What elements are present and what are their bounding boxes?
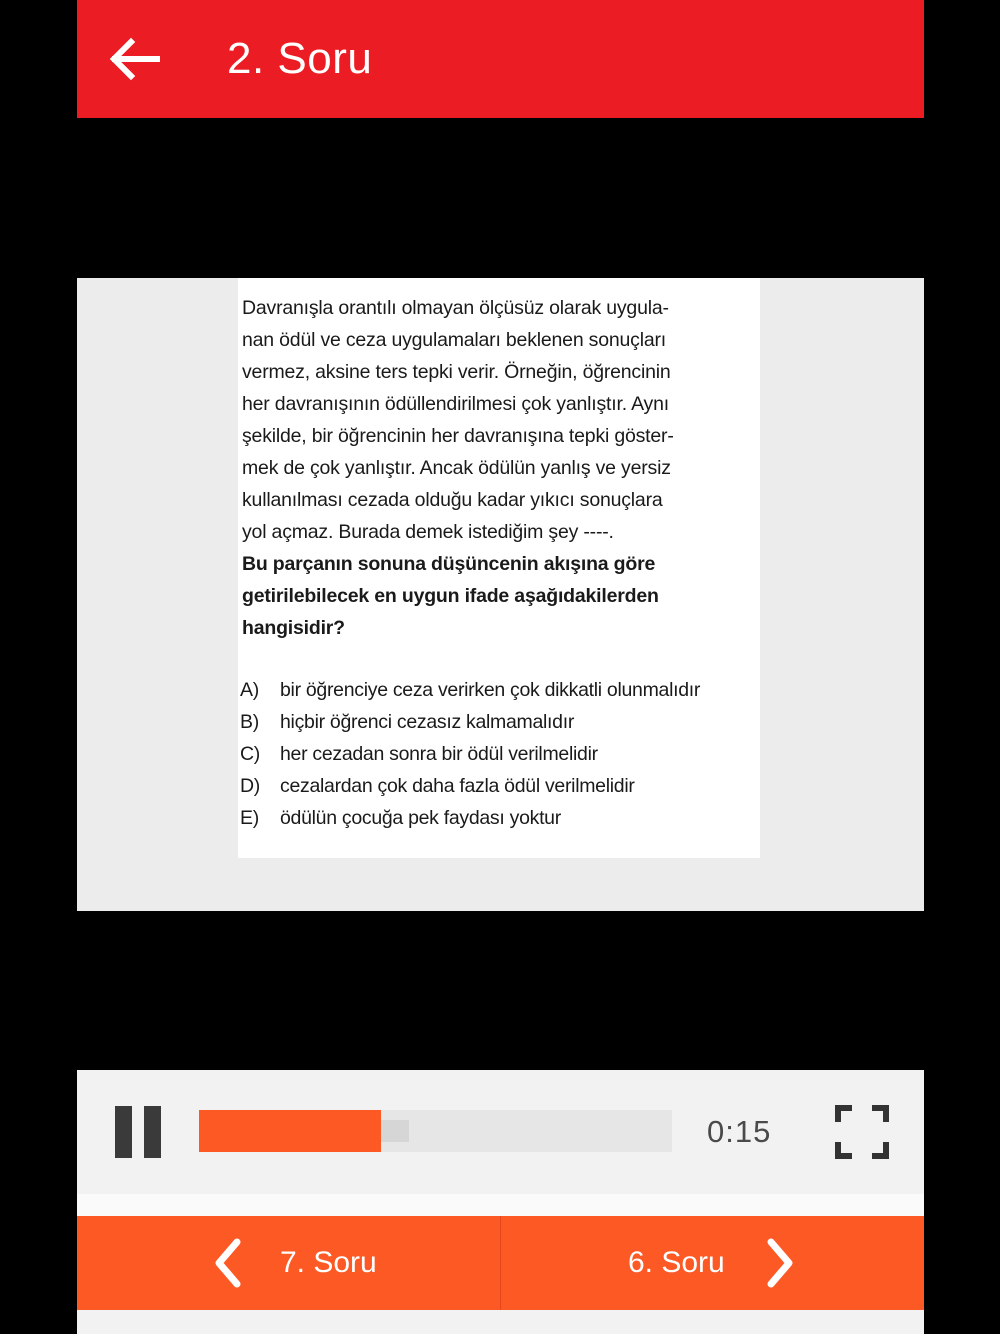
passage-line: Davranışla orantılı olmayan ölçüsüz olarak uygula-: [242, 297, 669, 319]
option-letter: B): [240, 711, 259, 733]
option-letter: E): [240, 807, 259, 829]
answer-option-d: [240, 770, 755, 802]
answer-options: [240, 674, 755, 834]
app-screen: [77, 0, 924, 1334]
option-letter: A): [240, 679, 259, 701]
question-prompt-line: Bu parçanın sonuna düşüncenin akışına göre: [242, 553, 656, 575]
divider: [77, 1194, 924, 1216]
progress-bar[interactable]: [199, 1110, 672, 1152]
passage-line: mek de çok yanlıştır. Ancak ödülün yanlış ve yersiz: [242, 457, 671, 479]
elapsed-time: 0:15: [707, 1114, 772, 1149]
question-navigation: [77, 1216, 924, 1310]
question-prompt-line: hangisidir?: [242, 617, 345, 639]
chevron-right-icon: [763, 1238, 797, 1288]
question-image-viewer: [77, 278, 924, 911]
chevron-left-icon: [211, 1238, 245, 1288]
question-prompt-line: getirilebilecek en uygun ifade aşağıdakilerden: [242, 585, 659, 607]
fullscreen-button[interactable]: [835, 1105, 889, 1159]
back-button[interactable]: [107, 34, 161, 84]
answer-option-e: [240, 802, 755, 834]
passage-line: vermez, aksine ters tepki verir. Örneğin, öğrencinin: [242, 361, 671, 383]
option-text: ödülün çocuğa pek faydası yoktur: [280, 807, 561, 829]
prev-question-label: 7. Soru: [280, 1246, 377, 1279]
next-question-label: 6. Soru: [628, 1246, 725, 1279]
question-paper: [238, 278, 760, 858]
passage-line: yol açmaz. Burada demek istediğim şey ----.: [242, 521, 614, 543]
prev-question-button[interactable]: [77, 1216, 500, 1310]
answer-option-c: [240, 738, 755, 770]
top-app-bar: [77, 0, 924, 118]
passage-line: şekilde, bir öğrencinin her davranışına tepki göster-: [242, 425, 674, 447]
option-text: bir öğrenciye ceza verirken çok dikkatli olunmalıdır: [280, 679, 701, 701]
passage-line: nan ödül ve ceza uygulamaları beklenen sonuçları: [242, 329, 667, 351]
bottom-strip: [77, 1310, 924, 1334]
fullscreen-icon: [835, 1105, 889, 1159]
option-text: cezalardan çok daha fazla ödül verilmelidir: [280, 775, 635, 797]
arrow-left-icon: [107, 34, 161, 84]
question-passage: [242, 292, 752, 644]
media-controls: [77, 1070, 924, 1194]
passage-line: kullanılması cezada olduğu kadar yıkıcı sonuçlara: [242, 489, 663, 511]
progress-played: [199, 1110, 381, 1152]
page-title: 2. Soru: [227, 34, 373, 83]
option-letter: C): [240, 743, 260, 765]
option-text: hiçbir öğrenci cezasız kalmamalıdır: [280, 711, 575, 733]
answer-option-b: [240, 706, 755, 738]
next-question-button[interactable]: [501, 1216, 924, 1310]
passage-line: her davranışının ödüllendirilmesi çok yanlıştır. Aynı: [242, 393, 669, 415]
answer-option-a: [240, 674, 755, 706]
pause-button[interactable]: [115, 1106, 161, 1158]
option-text: her cezadan sonra bir ödül verilmelidir: [280, 743, 598, 765]
option-letter: D): [240, 775, 260, 797]
